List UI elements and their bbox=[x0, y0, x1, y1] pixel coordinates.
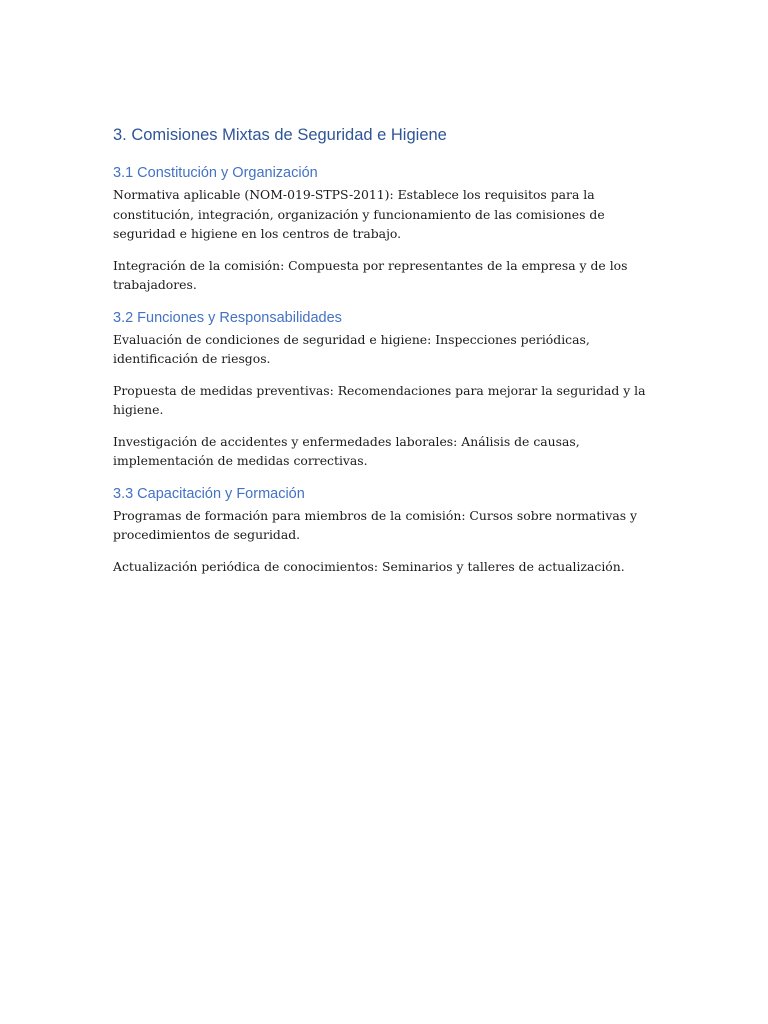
paragraph: Integración de la comisión: Compuesta por representantes de la empresa y de los trabajadores. bbox=[113, 257, 628, 292]
paragraph: Investigación de accidentes y enfermedades laborales: Análisis de causas, implementación de medidas correctivas. bbox=[113, 433, 580, 468]
section-heading: 3.3 Capacitación y Formación bbox=[113, 485, 305, 502]
paragraph: Programas de formación para miembros de la comisión: Cursos sobre normativas y procedimientos de seguridad. bbox=[113, 507, 638, 542]
section-capacitacion bbox=[113, 483, 661, 577]
document-page bbox=[113, 122, 661, 588]
paragraph: Actualización periódica de conocimientos: Seminarios y talleres de actualización. bbox=[113, 558, 625, 574]
section-constitucion bbox=[113, 162, 661, 295]
paragraph: Normativa aplicable (NOM-019-STPS-2011): Establece los requisitos para la constitución, integración, organización y funcionamiento de las comisiones de seguridad e higiene en los centros de trabajo. bbox=[113, 187, 605, 241]
section-heading: 3.1 Constitución y Organización bbox=[113, 165, 318, 181]
paragraph: Propuesta de medidas preventivas: Recomendaciones para mejorar la seguridad y la higiene. bbox=[113, 382, 646, 417]
paragraph: Evaluación de condiciones de seguridad e higiene: Inspecciones periódicas, identificación de riesgos. bbox=[113, 331, 590, 366]
document-title: 3. Comisiones Mixtas de Seguridad e Higiene bbox=[113, 126, 447, 144]
section-heading: 3.2 Funciones y Responsabilidades bbox=[113, 309, 342, 326]
section-funciones bbox=[113, 307, 661, 471]
